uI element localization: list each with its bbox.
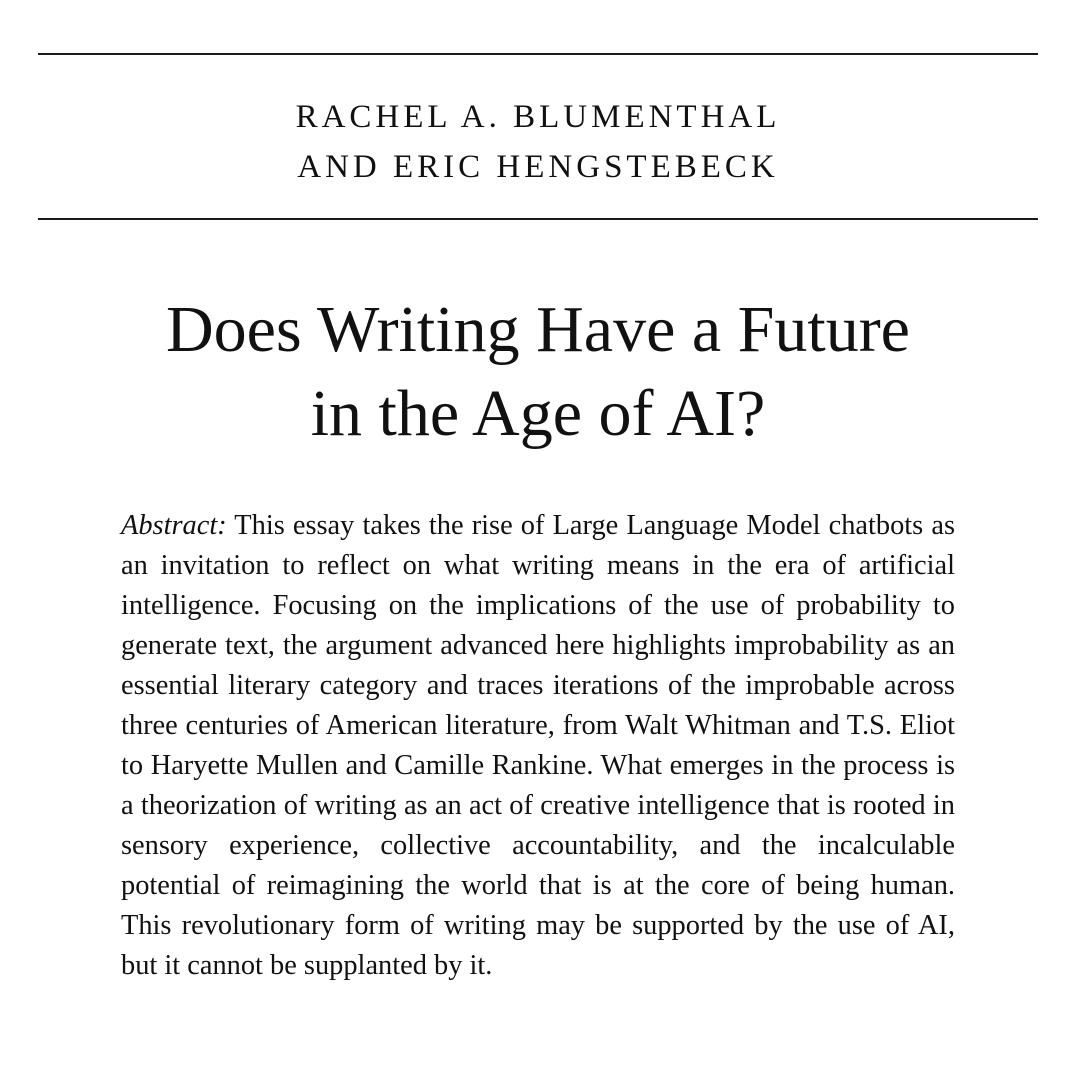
author-byline bbox=[38, 92, 1038, 192]
author-line-2: AND ERIC HENGSTEBECK bbox=[297, 149, 779, 185]
abstract-label: Abstract: bbox=[121, 510, 227, 541]
title-line-1: Does Writing Have a Future bbox=[166, 293, 910, 366]
article-title bbox=[38, 288, 1038, 456]
title-line-2: in the Age of AI? bbox=[310, 377, 766, 450]
author-line-1: RACHEL A. BLUMENTHAL bbox=[295, 99, 781, 135]
abstract-text: This essay takes the rise of Large Language Model chatbots as an invitation to reflect on what writing means in the era of artificial intelligence. Focusing on the implications of the use of probability to generate text, the argument advanced here highlights improbability as an essential literary category and traces iterations of the improbable across three centuries of American literature, from Walt Whitman and T.S. Eliot to Haryette Mullen and Camille Rankine. What emerges in the process is a theorization of writing as an act of creative intelligence that is rooted in sensory experience, collective accountability, and the incalculable potential of reimagining the world that is at the core of being human. This revolutionary form of writing may be supported by the use of AI, but it cannot be supplanted by it. bbox=[121, 510, 955, 981]
top-rule bbox=[38, 53, 1038, 55]
abstract bbox=[121, 506, 955, 986]
bottom-rule bbox=[38, 218, 1038, 220]
